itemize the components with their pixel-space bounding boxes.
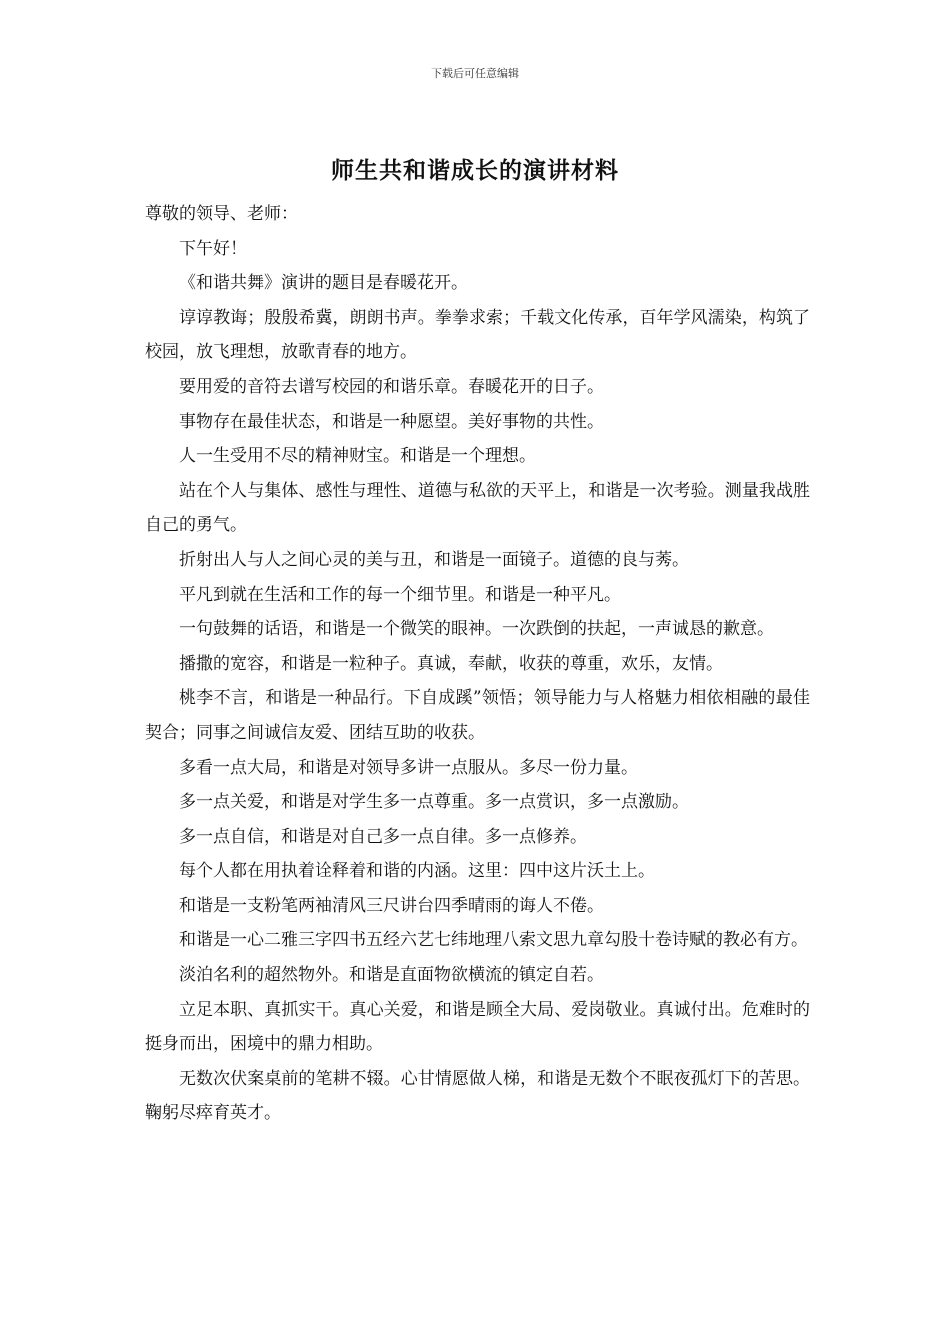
paragraph: 平凡到就在生活和工作的每一个细节里。和谐是一种平凡。: [179, 584, 621, 605]
paragraph: 和谐是一心二雅三字四书五经六艺七纬地理八索文思九章勾股十卷诗赋的教必有方。: [179, 930, 808, 951]
paragraph: 和谐是一支粉笔两袖清风三尺讲台四季晴雨的诲人不倦。: [179, 895, 604, 916]
paragraph: 立足本职、真抓实干。真心关爱，和谐是顾全大局、爱岗敬业。真诚付出。危难时的挺身而出，困境中的鼎力相助。: [145, 999, 810, 1055]
document-body: [145, 197, 810, 1131]
paragraph: 淡泊名利的超然物外。和谐是直面物欲横流的镇定自若。: [179, 965, 604, 986]
paragraph: 桃李不言，和谐是一种品行。下自成蹊”领悟；领导能力与人格魅力相依相融的最佳契合；同事之间诚信友爱、团结互助的收获。: [145, 688, 810, 743]
paragraph: 一句鼓舞的话语，和谐是一个微笑的眼神。一次跌倒的扶起，一声诚恳的歉意。: [179, 619, 774, 640]
header-note: 下载后可任意编辑: [431, 67, 519, 80]
paragraph: 每个人都在用执着诠释着和谐的内涵。这里：四中这片沃土上。: [179, 861, 655, 882]
paragraph: 折射出人与人之间心灵的美与丑，和谐是一面镜子。道德的良与莠。: [179, 549, 689, 570]
paragraph: 人一生受用不尽的精神财宝。和谐是一个理想。: [179, 446, 536, 467]
salutation: 尊敬的领导、老师：: [145, 204, 298, 224]
paragraph: 播撒的宽容，和谐是一粒种子。真诚，奉献，收获的尊重，欢乐，友情。: [179, 653, 723, 674]
paragraph: 谆谆教诲；殷殷希冀，朗朗书声。拳拳求索；千载文化传承，百年学风濡染，构筑了校园，放飞理想，放歌青春的地方。: [145, 307, 810, 363]
paragraph: 站在个人与集体、感性与理性、道德与私欲的天平上，和谐是一次考验。测量我战胜自己的勇气。: [145, 480, 810, 536]
paragraph: 要用爱的音符去谱写校园的和谐乐章。春暖花开的日子。: [179, 376, 604, 397]
paragraph: 下午好！: [179, 238, 247, 259]
paragraph: 《和谐共舞》演讲的题目是春暖花开。: [179, 273, 468, 294]
document-title: 师生共和谐成长的演讲材料: [331, 157, 619, 184]
paragraph: 多看一点大局，和谐是对领导多讲一点服从。多尽一份力量。: [179, 757, 638, 778]
paragraph: 事物存在最佳状态，和谐是一种愿望。美好事物的共性。: [179, 411, 604, 432]
paragraph: 多一点关爱，和谐是对学生多一点尊重。多一点赏识，多一点激励。: [179, 792, 689, 813]
paragraph: 多一点自信，和谐是对自己多一点自律。多一点修养。: [179, 826, 587, 847]
paragraph: 无数次伏案桌前的笔耕不辍。心甘情愿做人梯，和谐是无数个不眠夜孤灯下的苦思。鞠躬尽瘁育英才。: [145, 1068, 810, 1124]
